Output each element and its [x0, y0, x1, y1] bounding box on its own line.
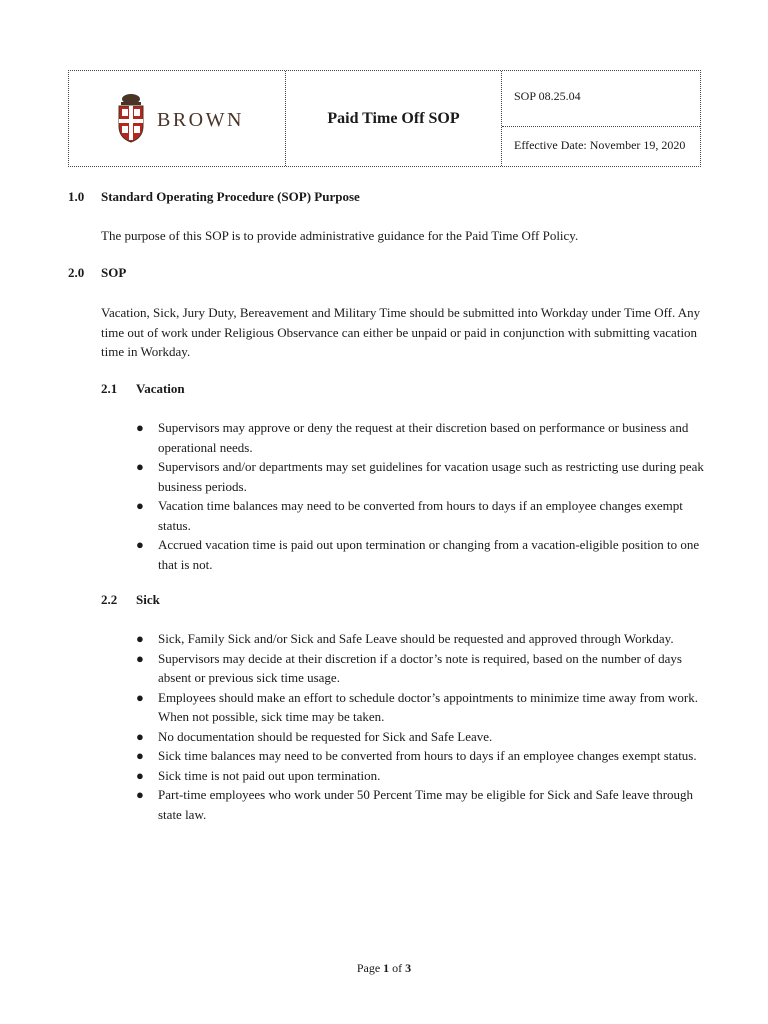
logo-text: BROWN	[157, 109, 244, 131]
bullet-icon: ●	[136, 537, 144, 552]
list-item: ● Supervisors and/or departments may set guidelines for vacation usage such as restricting use during peak business periods.	[136, 459, 704, 494]
section-2-body: Vacation, Sick, Jury Duty, Bereavement and Military Time should be submitted into Workday under Time Off. Any time out of work under Religious Observance can either be unpaid or paid in conjunction with submitting vacation time in Workday.	[101, 305, 701, 359]
list-item: ● Sick, Family Sick and/or Sick and Safe Leave should be requested and approved through Workday.	[136, 629, 706, 649]
section-2-2-number: 2.2	[101, 592, 118, 607]
section-2-number: 2.0	[68, 265, 85, 280]
bullet-icon: ●	[136, 748, 144, 763]
bullet-icon: ●	[136, 728, 144, 744]
bullet-icon: ●	[136, 631, 144, 646]
list-item: ● Vacation time balances may need to be converted from hours to days if an employee changes exempt status.	[136, 498, 683, 533]
bullet-icon: ●	[136, 420, 144, 435]
brown-crest-icon	[113, 92, 149, 146]
of-label: of	[392, 961, 403, 975]
list-item: ● No documentation should be requested for Sick and Safe Leave.	[136, 727, 706, 747]
list-item: ● Sick time is not paid out upon termination.	[136, 766, 706, 786]
bullet-icon: ●	[136, 498, 144, 513]
list-item: ● Employees should make an effort to schedule doctor’s appointments to minimize time away from work. When not possible, sick time may be taken.	[136, 689, 698, 724]
bullet-icon: ●	[136, 650, 144, 666]
section-1-number: 1.0	[68, 189, 85, 204]
section-1-body: The purpose of this SOP is to provide administrative guidance for the Paid Time Off Policy.	[101, 228, 579, 243]
list-item: ● Sick time balances may need to be converted from hours to days if an employee changes exempt status.	[136, 746, 706, 766]
section-1-title: Standard Operating Procedure (SOP) Purpose	[101, 189, 360, 204]
meta-cell	[502, 71, 700, 166]
page-number: 1	[383, 961, 390, 975]
list-item: ● Part-time employees who work under 50 Percent Time may be eligible for Sick and Safe leave through state law.	[136, 787, 694, 822]
section-2-2-title: Sick	[136, 592, 160, 607]
page-footer	[0, 961, 768, 976]
logo-cell	[69, 71, 286, 166]
page-label: Page	[356, 961, 381, 975]
effective-date: Effective Date: November 19, 2020	[514, 138, 686, 152]
bullet-icon: ●	[136, 767, 144, 783]
page-total: 3	[405, 961, 412, 975]
bullet-icon: ●	[136, 459, 144, 474]
bullet-icon: ●	[136, 689, 144, 705]
document-header-table	[68, 70, 701, 167]
section-2-1-title: Vacation	[136, 381, 185, 396]
section-2-1-number: 2.1	[101, 381, 118, 396]
list-item: ● Supervisors may approve or deny the request at their discretion based on performance or business and operational needs.	[136, 420, 689, 455]
sick-bullet-list	[136, 629, 706, 824]
vacation-bullet-list	[136, 418, 706, 574]
list-item: ● Accrued vacation time is paid out upon termination or changing from a vacation-eligible position to one that is not.	[136, 537, 700, 572]
document-title: Paid Time Off SOP	[286, 71, 502, 166]
bullet-icon: ●	[136, 787, 144, 802]
sop-number: SOP 08.25.04	[502, 71, 700, 127]
list-item: ● Supervisors may decide at their discretion if a doctor’s note is required, based on the number of days absent or previous sick time usage.	[136, 650, 682, 685]
section-2-title: SOP	[101, 265, 127, 280]
